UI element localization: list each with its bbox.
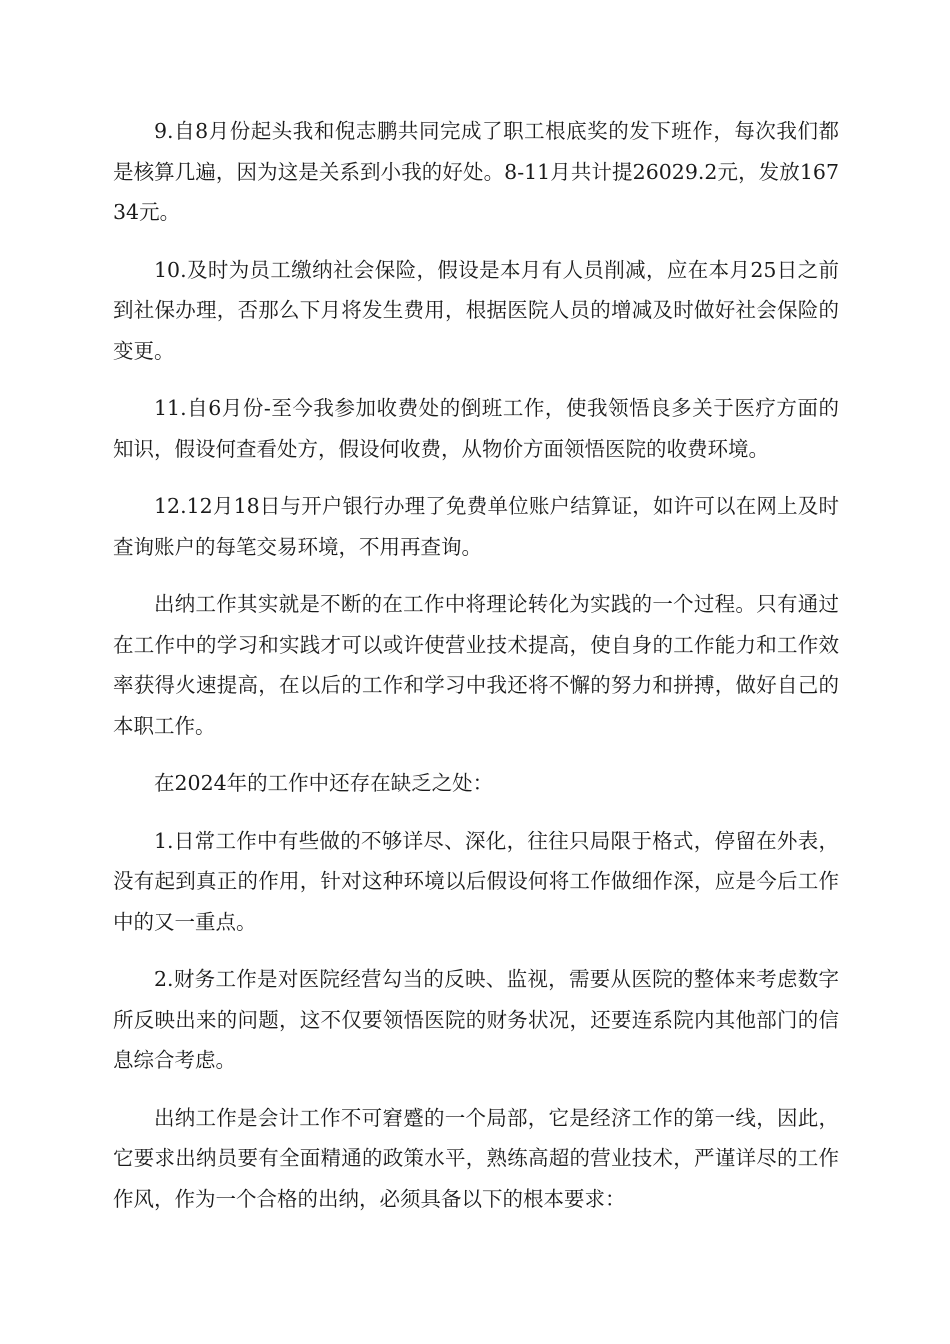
paragraph-shortcoming-2: 2.财务工作是对医院经营勾当的反映、监视，需要从医院的整体来考虑数字所反映出来的问题，这不仅要领悟医院的财务状况，还要连系院内其他部门的信息综合考虑。 xyxy=(113,967,839,1072)
paragraph-requirements-intro: 出纳工作是会计工作不可窘蹙的一个局部，它是经济工作的第一线，因此，它要求出纳员要有全面精通的政策水平，熟练高超的营业技术，严谨详尽的工作作风，作为一个合格的出纳，必须具备以下的根本要求： xyxy=(113,1105,839,1211)
paragraph-item-9: 9.自8月份起头我和倪志鹏共同完成了职工根底奖的发下班作，每次我们都是核算几遍，因为这是关系到小我的好处。8-11月共计提26029.2元，发放16734元。 xyxy=(113,119,839,224)
paragraph-shortcomings-heading: 在2024年的工作中还存在缺乏之处： xyxy=(154,771,494,795)
paragraph-summary: 出纳工作其实就是不断的在工作中将理论转化为实践的一个过程。只有通过在工作中的学习和实践才可以或许使营业技术提高，使自身的工作能力和工作效率获得火速提高，在以后的工作和学习中我还将不懈的努力和拼搏，做好自己的本职工作。 xyxy=(113,592,839,738)
paragraph-item-10: 10.及时为员工缴纳社会保险，假设是本月有人员削减，应在本月25日之前到社保办理，否那么下月将发生费用，根据医院人员的增减及时做好社会保险的变更。 xyxy=(113,257,839,363)
document-body xyxy=(113,111,839,1236)
paragraph-item-12: 12.12月18日与开户银行办理了免费单位账户结算证，如许可以在网上及时查询账户的每笔交易环境，不用再查询。 xyxy=(113,494,839,559)
paragraph-shortcoming-1: 1.日常工作中有些做的不够详尽、深化，往往只局限于格式，停留在外表，没有起到真正的作用，针对这种环境以后假设何将工作做细作深，应是今后工作中的又一重点。 xyxy=(113,828,839,934)
paragraph-item-11: 11.自6月份-至今我参加收费处的倒班工作，使我领悟良多关于医疗方面的知识，假设何查看处方，假设何收费，从物价方面领悟医院的收费环境。 xyxy=(113,396,839,461)
